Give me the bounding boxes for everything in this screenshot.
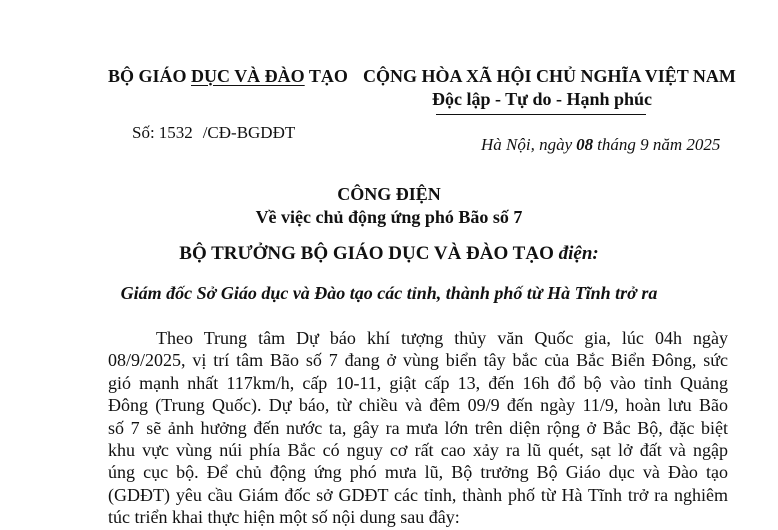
body-line-1: Theo Trung tâm Dự báo khí tượng thủy văn Quốc gia, lúc 04h ngày xyxy=(156,328,728,348)
national-motto: Độc lập - Tự do - Hạnh phúc xyxy=(432,89,653,109)
sender-line xyxy=(0,243,778,265)
body-line-6: khu vực vùng núi phía Bắc có nguy cơ rất cao xảy ra lũ quét, sạt lở đất và ngập xyxy=(108,440,728,461)
body-line-9: túc triển khai thực hiện một số nội dung sau đây: xyxy=(108,507,460,528)
body-line-4: Đông (Trung Quốc). Dự báo, từ chiều và đêm 09/9 đến ngày 11/9, hoàn lưu Bão xyxy=(108,395,728,416)
sender-verb: điện: xyxy=(558,243,599,264)
document-number-suffix: /CĐ-BGDĐT xyxy=(202,123,296,142)
motto-underline xyxy=(436,114,646,115)
ministry-name-underlined: DỤC VÀ ĐÀO xyxy=(191,66,305,86)
body-line-3: gió mạnh nhất 117km/h, cấp 10-11, giật cấp 13, đến 16h đổ bộ vào tỉnh Quảng xyxy=(108,372,728,393)
issue-date-prefix: Hà Nội, ngày xyxy=(481,135,573,154)
document-number-prefix: Số: xyxy=(132,123,155,142)
ministry-name-part2: TẠO xyxy=(304,66,348,86)
sender-title: BỘ TRƯỞNG BỘ GIÁO DỤC VÀ ĐÀO TẠO xyxy=(179,243,559,264)
ministry-name-part1: BỘ GIÁO xyxy=(108,66,192,86)
body-paragraph xyxy=(108,327,728,529)
body-line-7: úng cục bộ. Để chủ động ứng phó mưa lũ, Bộ trưởng Bộ Giáo dục và Đào tạo xyxy=(108,462,728,483)
ministry-name xyxy=(108,66,348,87)
document-type-title: CÔNG ĐIỆN xyxy=(337,184,441,204)
body-line-5: số 7 sẽ ảnh hưởng đến nước ta, gây ra mưa lớn trên diện rộng ở Bắc Bộ, đặc biệt xyxy=(108,417,728,438)
issue-date-day: 08 xyxy=(576,135,594,154)
issue-date-suffix: tháng 9 năm 2025 xyxy=(597,135,721,154)
republic-name: CỘNG HÒA XÃ HỘI CHỦ NGHĨA VIỆT NAM xyxy=(363,66,736,86)
body-line-8: (GDĐT) yêu cầu Giám đốc sở GDĐT các tỉnh, thành phố từ Hà Tĩnh trở ra nghiêm xyxy=(108,484,728,505)
issue-date xyxy=(481,135,720,155)
document-number xyxy=(132,123,295,143)
document-subject: Về việc chủ động ứng phó Bão số 7 xyxy=(255,207,523,227)
recipients-line: Giám đốc Sở Giáo dục và Đào tạo các tỉnh, thành phố từ Hà Tĩnh trở ra xyxy=(120,283,658,303)
document-number-value: 1532 xyxy=(158,123,193,142)
body-line-2: 08/9/2025, vị trí tâm Bão số 7 đang ở vùng biển tây bắc của Bắc Biển Đông, sức xyxy=(108,350,728,371)
